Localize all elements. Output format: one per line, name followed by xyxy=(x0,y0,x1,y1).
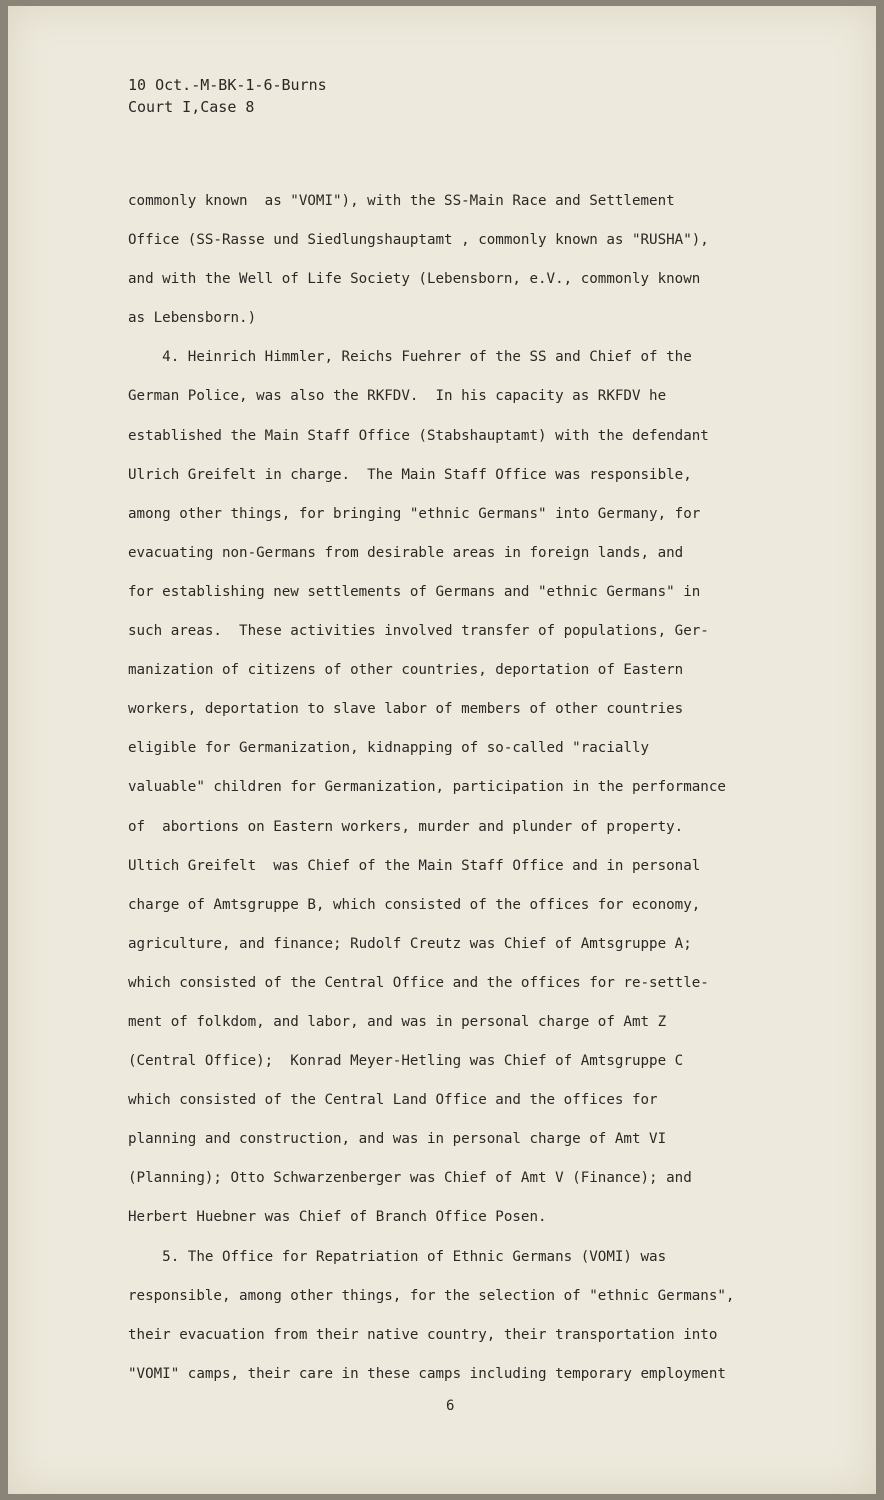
text-line: their evacuation from their native country, their transportation into xyxy=(128,1326,718,1343)
text-line: evacuating non-Germans from desirable areas in foreign lands, and xyxy=(128,544,684,561)
text-line: agriculture, and finance; Rudolf Creutz was Chief of Amtsgruppe A; xyxy=(128,935,692,952)
text-line: planning and construction, and was in personal charge of Amt VI xyxy=(128,1131,667,1148)
document-header xyxy=(128,74,327,118)
text-line: (Planning); Otto Schwarzenberger was Chief of Amt V (Finance); and xyxy=(128,1170,692,1187)
text-line: which consisted of the Central Land Office and the offices for xyxy=(128,1092,658,1109)
text-line: established the Main Staff Office (Stabshauptamt) with the defendant xyxy=(128,427,709,444)
text-line: German Police, was also the RKFDV. In his capacity as RKFDV he xyxy=(128,388,667,405)
text-line: among other things, for bringing "ethnic Germans" into Germany, for xyxy=(128,505,701,522)
text-line: (Central Office); Konrad Meyer-Hetling was Chief of Amtsgruppe C xyxy=(128,1053,684,1070)
text-line: manization of citizens of other countries, deportation of Eastern xyxy=(128,662,684,679)
text-line: Office (SS-Rasse und Siedlungshauptamt , commonly known as "RUSHA"), xyxy=(128,232,709,249)
text-line: valuable" children for Germanization, participation in the performance xyxy=(128,779,726,796)
page-number: 6 xyxy=(446,1398,455,1414)
text-line: 5. The Office for Repatriation of Ethnic Germans (VOMI) was xyxy=(128,1248,667,1265)
document-page xyxy=(8,6,876,1494)
text-line: of abortions on Eastern workers, murder and plunder of property. xyxy=(128,818,684,835)
text-line: Herbert Huebner was Chief of Branch Office Posen. xyxy=(128,1209,547,1226)
text-line: as Lebensborn.) xyxy=(128,310,257,327)
text-line: responsible, among other things, for the selection of "ethnic Germans", xyxy=(128,1287,735,1304)
text-line: workers, deportation to slave labor of members of other countries xyxy=(128,701,684,718)
text-line: and with the Well of Life Society (Lebensborn, e.V., commonly known xyxy=(128,271,701,288)
text-line: ment of folkdom, and labor, and was in personal charge of Amt Z xyxy=(128,1013,667,1030)
text-line: charge of Amtsgruppe B, which consisted of the offices for economy, xyxy=(128,896,701,913)
text-line: Ultich Greifelt was Chief of the Main Staff Office and in personal xyxy=(128,857,701,874)
text-line: 4. Heinrich Himmler, Reichs Fuehrer of the SS and Chief of the xyxy=(128,349,692,366)
header-line-2: Court I,Case 8 xyxy=(128,98,255,116)
text-line: "VOMI" camps, their care in these camps including temporary employment xyxy=(128,1365,726,1382)
text-line: commonly known as "VOMI"), with the SS-Main Race and Settlement xyxy=(128,193,675,209)
text-line: which consisted of the Central Office and the offices for re-settle- xyxy=(128,974,709,991)
text-line: such areas. These activities involved transfer of populations, Ger- xyxy=(128,623,709,640)
text-line: for establishing new settlements of Germans and "ethnic Germans" in xyxy=(128,583,701,600)
text-line: eligible for Germanization, kidnapping of so-called "racially xyxy=(128,740,650,757)
header-line-1: 10 Oct.-M-BK-1-6-Burns xyxy=(128,76,327,94)
body-text xyxy=(128,188,818,1400)
text-line: Ulrich Greifelt in charge. The Main Staff Office was responsible, xyxy=(128,466,692,483)
